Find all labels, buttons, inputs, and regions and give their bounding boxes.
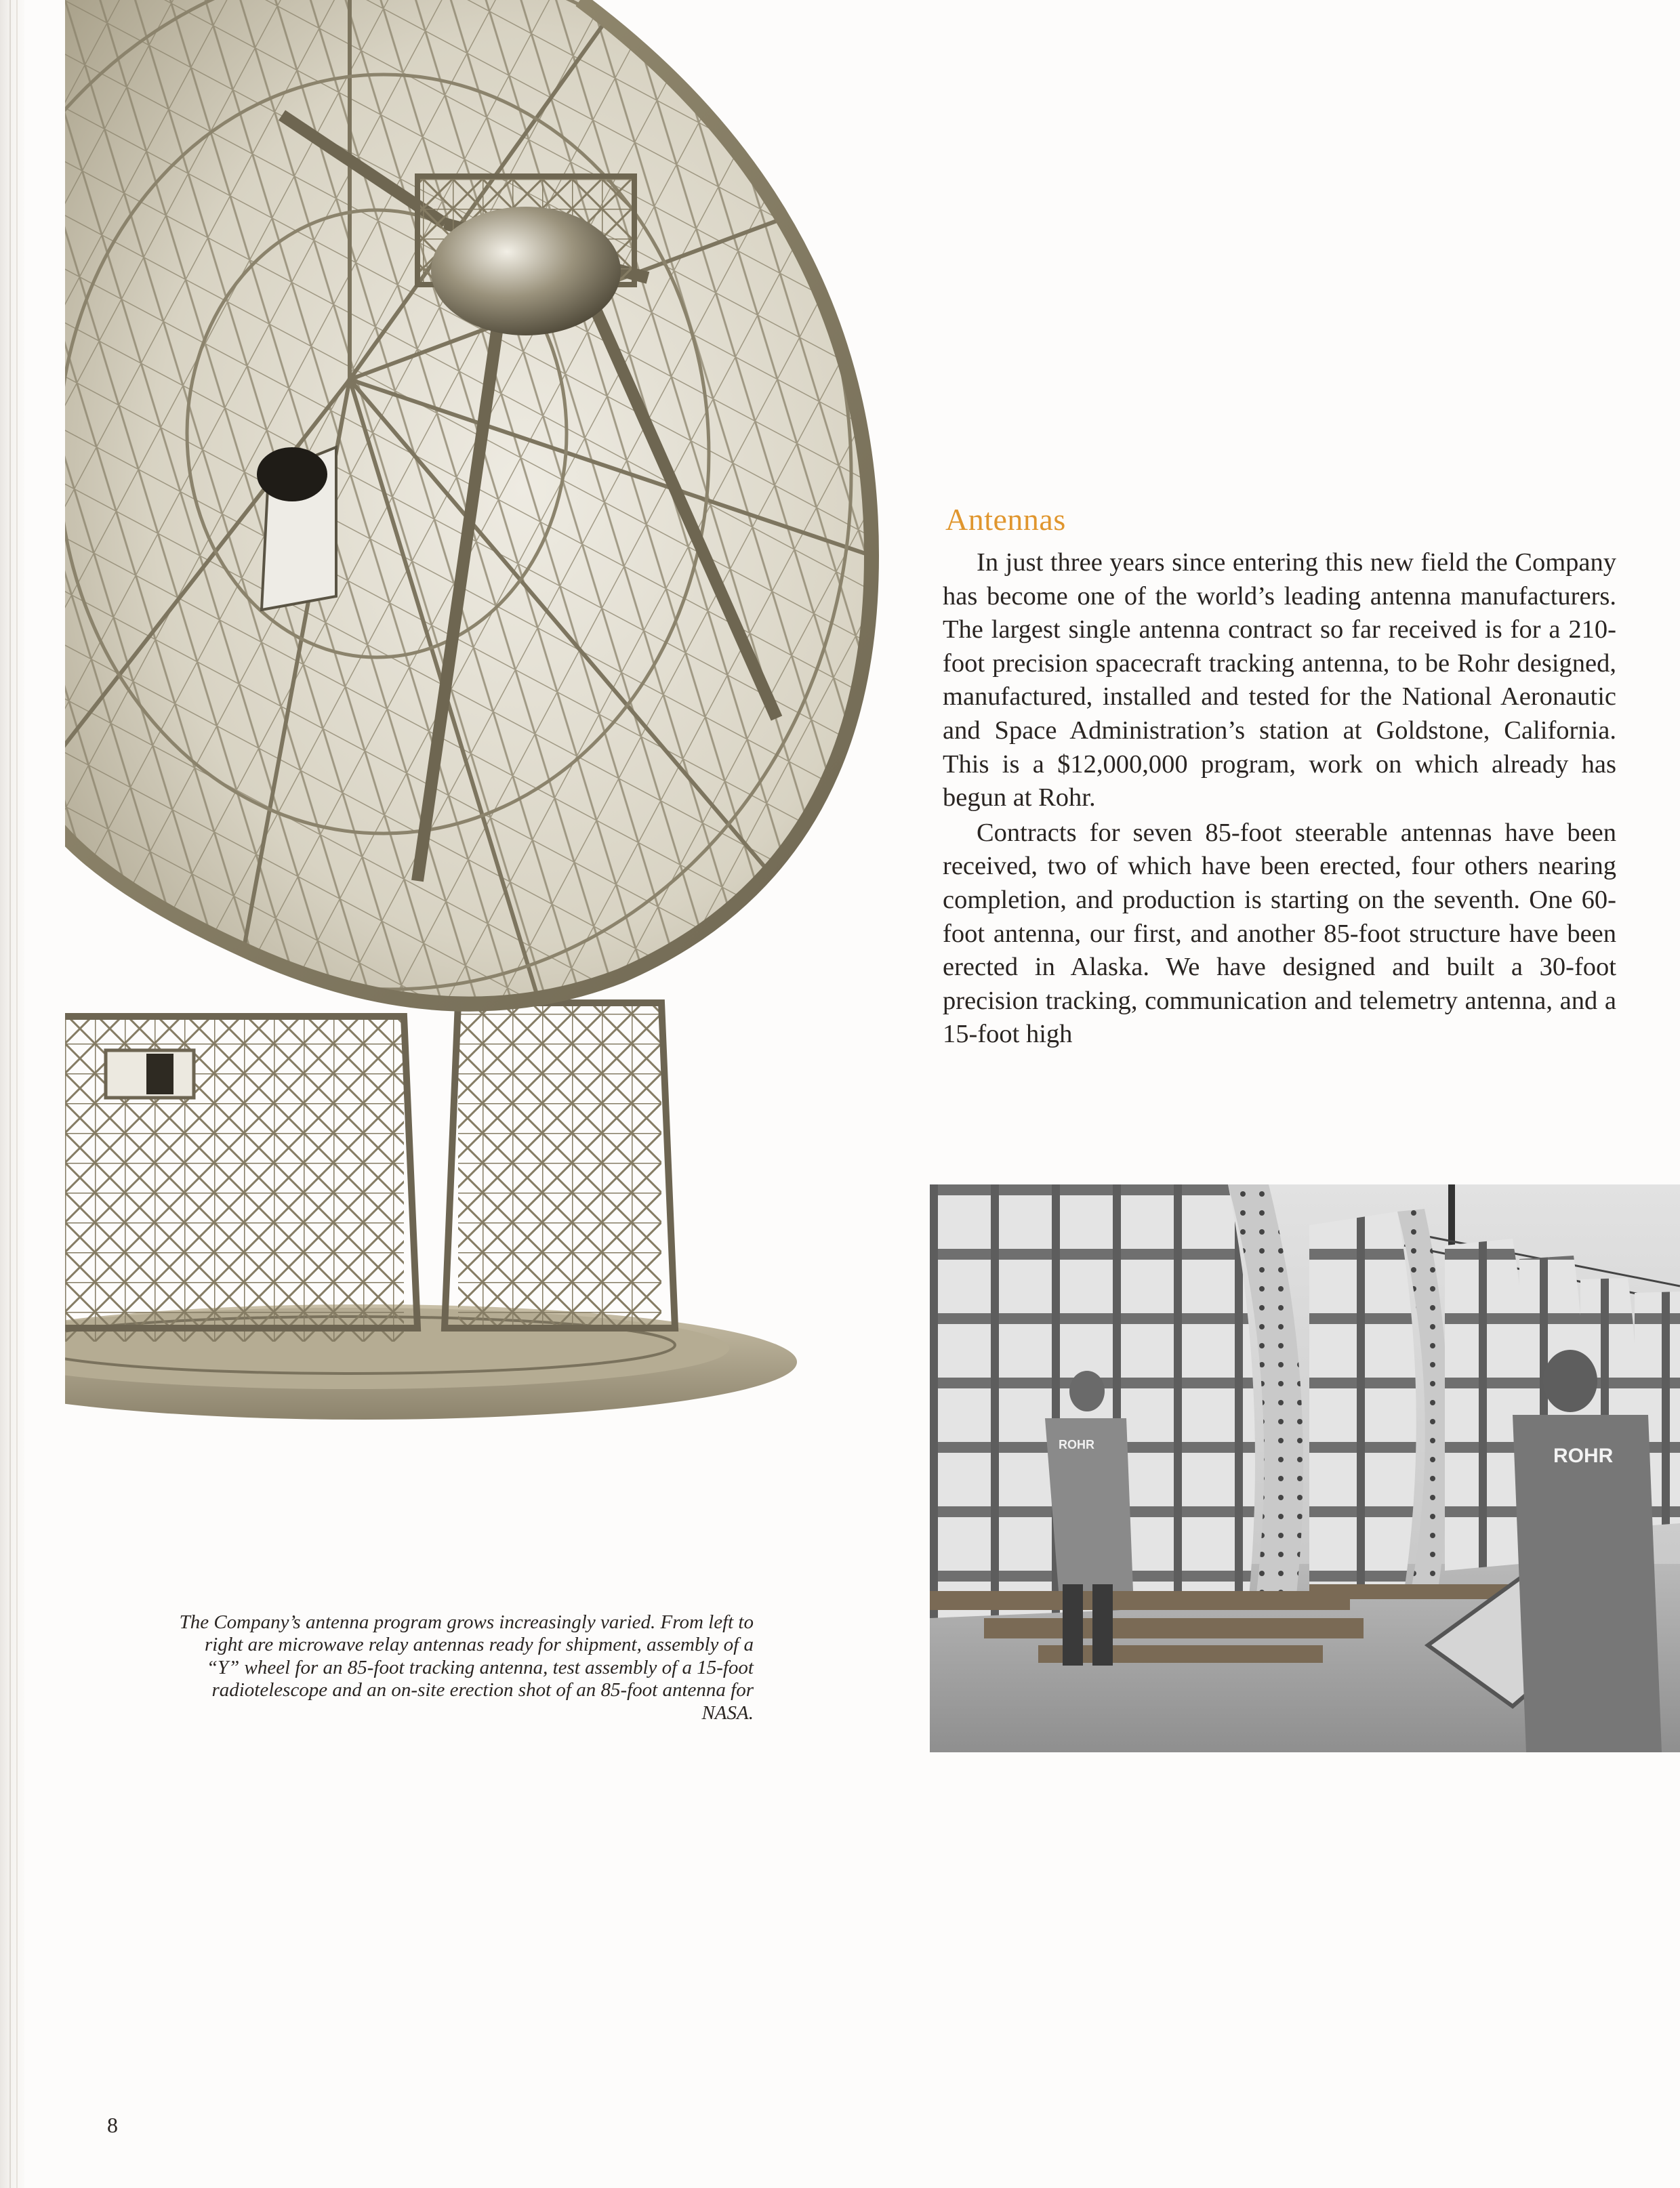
body-paragraph: Contracts for seven 85-foot steerable antennas have been received, two of which have been erected, four others nearing completion, and production is starting on the seventh. One 60-foot antenna, our first, and another 85-foot structure have been erected in Alaska. We have designed and built a 30-foot precision tracking, communication and telemetry antenna, and a 15-foot high	[943, 818, 1616, 1049]
body-paragraph: In just three years since entering this new field the Company has become one of the world’s leading antenna manufacturers. The largest single antenna contract so far received is for a 210-foot precision spacecraft tracking antenna, to be Rohr designed, manufactured, installed and tested for the National Aeronautic and Space Administration’s station at Goldstone, California. This is a $12,000,000 program, work on which already has begun at Rohr.	[943, 548, 1616, 812]
photo-caption: The Company’s antenna program grows increasingly varied. From left to right are microwave relay antennas ready for shipment, assembly of a “Y” wheel for an 85-foot tracking antenna, test assembly of a 15-foot radiotelescope and an on-site erection shot of an 85-foot antenna for NASA.	[179, 1611, 754, 1724]
article-body	[943, 546, 1616, 1053]
binding-line	[16, 0, 18, 2188]
svg-text:ROHR: ROHR	[1059, 1438, 1094, 1451]
svg-text:ROHR: ROHR	[1553, 1445, 1614, 1467]
binding-line	[9, 0, 11, 2188]
antenna-assembly-photo	[930, 1184, 1680, 1752]
page-number: 8	[107, 2113, 118, 2137]
radio-telescope-dish-photo	[65, 0, 905, 1430]
page-binding-edge	[0, 0, 24, 2188]
section-heading: Antennas	[945, 502, 1066, 537]
